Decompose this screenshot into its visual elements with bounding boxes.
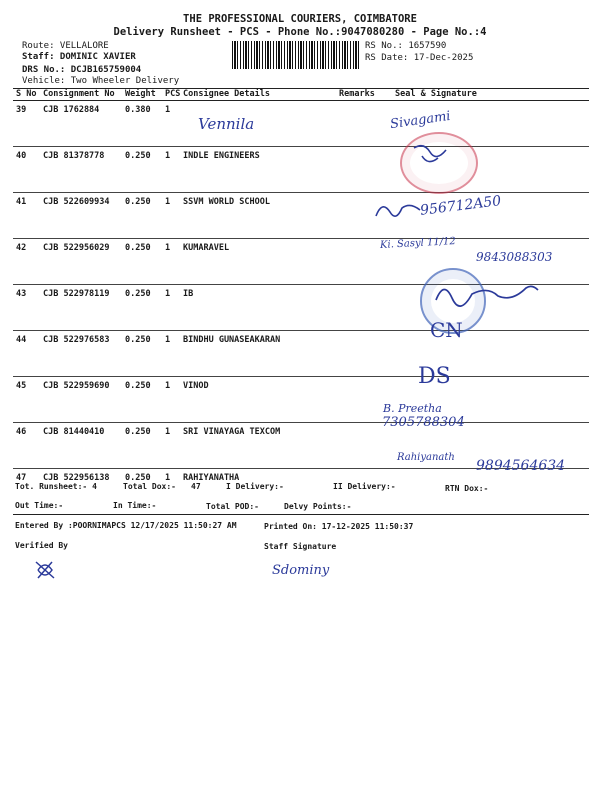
i-delivery-label: I Delivery:- <box>226 482 284 491</box>
cell-remarks <box>336 193 371 239</box>
cell-weight: 0.250 <box>122 331 162 377</box>
signature-47-name: Rahiyanath <box>397 452 455 463</box>
ii-delivery-label: II Delivery:- <box>333 482 396 491</box>
total-pod-label: Total POD:- <box>206 502 259 511</box>
cell-consignment: CJB 522978119 <box>40 285 122 331</box>
company-title: THE PROFESSIONAL COURIERS, COIMBATORE <box>183 13 417 25</box>
total-dox-label: Total Dox:- <box>123 482 176 491</box>
drs-label: DRS No.: DCJB165759004 <box>22 65 142 75</box>
table-row <box>13 331 589 377</box>
cell-consignment: CJB 522956029 <box>40 239 122 285</box>
cell-sno: 47 <box>13 469 40 515</box>
cell-remarks <box>336 331 371 377</box>
cell-weight: 0.250 <box>122 239 162 285</box>
cell-remarks <box>336 285 371 331</box>
col-remarks: Remarks <box>336 89 371 101</box>
cell-consignee: VINOD <box>180 377 336 423</box>
cell-pcs: 1 <box>162 285 180 331</box>
cell-pcs: 1 <box>162 193 180 239</box>
verifier-signature <box>30 556 60 584</box>
cell-sno: 43 <box>13 285 40 331</box>
total-runsheet: Tot. Runsheet:- 4 <box>15 482 97 491</box>
cell-consignee: RAHIYANATHA <box>180 469 336 515</box>
cell-remarks <box>336 239 371 285</box>
signature-46-phone: 7305788304 <box>382 415 465 430</box>
cell-consignee: SSVM WORLD SCHOOL <box>180 193 336 239</box>
cell-consignee: KUMARAVEL <box>180 239 336 285</box>
cell-weight: 0.250 <box>122 469 162 515</box>
cell-consignment: CJB 81440410 <box>40 423 122 469</box>
cell-weight: 0.250 <box>122 423 162 469</box>
signature-39: Sivagami <box>389 108 452 133</box>
cell-consignment: CJB 522976583 <box>40 331 122 377</box>
cell-weight: 0.250 <box>122 377 162 423</box>
table-header-row <box>13 89 589 101</box>
handwritten-consignee: Vennila <box>198 115 255 133</box>
cell-weight: 0.250 <box>122 285 162 331</box>
signature-46-name: B. Preetha <box>383 402 442 415</box>
cell-consignee: SRI VINAYAGA TEXCOM <box>180 423 336 469</box>
rs-date: RS Date: 17-Dec-2025 <box>365 53 474 63</box>
cell-weight: 0.250 <box>122 147 162 193</box>
printed-on: Printed On: 17-12-2025 11:50:37 <box>264 522 414 531</box>
col-consignment: Consignment No <box>40 89 122 101</box>
cell-sno: 44 <box>13 331 40 377</box>
cell-sno: 39 <box>13 101 40 147</box>
cell-sno: 45 <box>13 377 40 423</box>
verified-by-label: Verified By <box>15 541 68 550</box>
cell-consignee: BINDHU GUNASEAKARAN <box>180 331 336 377</box>
in-time-label: In Time:- <box>113 501 157 510</box>
barcode <box>232 41 360 69</box>
cell-remarks <box>336 423 371 469</box>
cell-consignment: CJB 81378778 <box>40 147 122 193</box>
signature-43-scribble <box>432 278 542 308</box>
staff-signature-label: Staff Signature <box>264 542 337 551</box>
cell-pcs: 1 <box>162 377 180 423</box>
cell-consignee: IB <box>180 285 336 331</box>
vehicle-label: Vehicle: Two Wheeler Delivery <box>22 76 180 86</box>
signature-41-phone: 956712A50 <box>419 193 503 219</box>
out-time-label: Out Time:- <box>15 501 64 510</box>
cell-sno: 42 <box>13 239 40 285</box>
cell-weight: 0.250 <box>122 193 162 239</box>
cell-consignment: CJB 1762884 <box>40 101 122 147</box>
cell-pcs: 1 <box>162 101 180 147</box>
table-row <box>13 193 589 239</box>
total-dox-value: 47 <box>191 482 201 491</box>
cell-remarks <box>336 377 371 423</box>
entered-by: Entered By :POORNIMAPCS 12/17/2025 11:50:27 AM <box>15 521 237 530</box>
cell-sno: 41 <box>13 193 40 239</box>
signature-44: CN <box>430 318 463 342</box>
cell-consignment: CJB 522956138 <box>40 469 122 515</box>
cell-remarks <box>336 101 371 147</box>
staff-label: Staff: DOMINIC XAVIER <box>22 52 136 62</box>
cell-pcs: 1 <box>162 423 180 469</box>
cell-weight: 0.380 <box>122 101 162 147</box>
rs-number: RS No.: 1657590 <box>365 41 447 51</box>
signature-47-phone: 9894564634 <box>476 458 566 474</box>
col-consignee: Consignee Details <box>180 89 336 101</box>
table-row <box>13 147 589 193</box>
cell-consignee: INDLE ENGINEERS <box>180 147 336 193</box>
delvy-points-label: Delvy Points:- <box>284 502 352 511</box>
cell-sno: 46 <box>13 423 40 469</box>
signature-40-scribble <box>410 140 450 170</box>
table-row <box>13 377 589 423</box>
cell-consignment: CJB 522959690 <box>40 377 122 423</box>
cell-pcs: 1 <box>162 147 180 193</box>
col-sno: S No <box>13 89 40 101</box>
signature-42-phone: 9843088303 <box>476 250 553 264</box>
signature-41-scribble <box>372 196 424 226</box>
cell-remarks <box>336 147 371 193</box>
table-row <box>13 101 589 147</box>
cell-consignment: CJB 522609934 <box>40 193 122 239</box>
cell-pcs: 1 <box>162 239 180 285</box>
signature-42-name: Ki. Sasyl 11/12 <box>379 236 457 251</box>
signature-45: DS <box>418 364 451 389</box>
col-signature: Seal & Signature <box>371 89 589 101</box>
rtn-dox-label: RTN Dox:- <box>445 484 489 493</box>
cell-signature <box>371 331 589 377</box>
staff-signature: Sdominy <box>272 563 330 578</box>
runsheet-subtitle: Delivery Runsheet - PCS - Phone No.:9047080280 - Page No.:4 <box>113 26 487 38</box>
col-weight: Weight <box>122 89 162 101</box>
cell-sno: 40 <box>13 147 40 193</box>
col-pcs: PCS <box>162 89 180 101</box>
cell-pcs: 1 <box>162 331 180 377</box>
cell-pcs: 1 <box>162 469 180 515</box>
route-label: Route: VELLALORE <box>22 41 109 51</box>
